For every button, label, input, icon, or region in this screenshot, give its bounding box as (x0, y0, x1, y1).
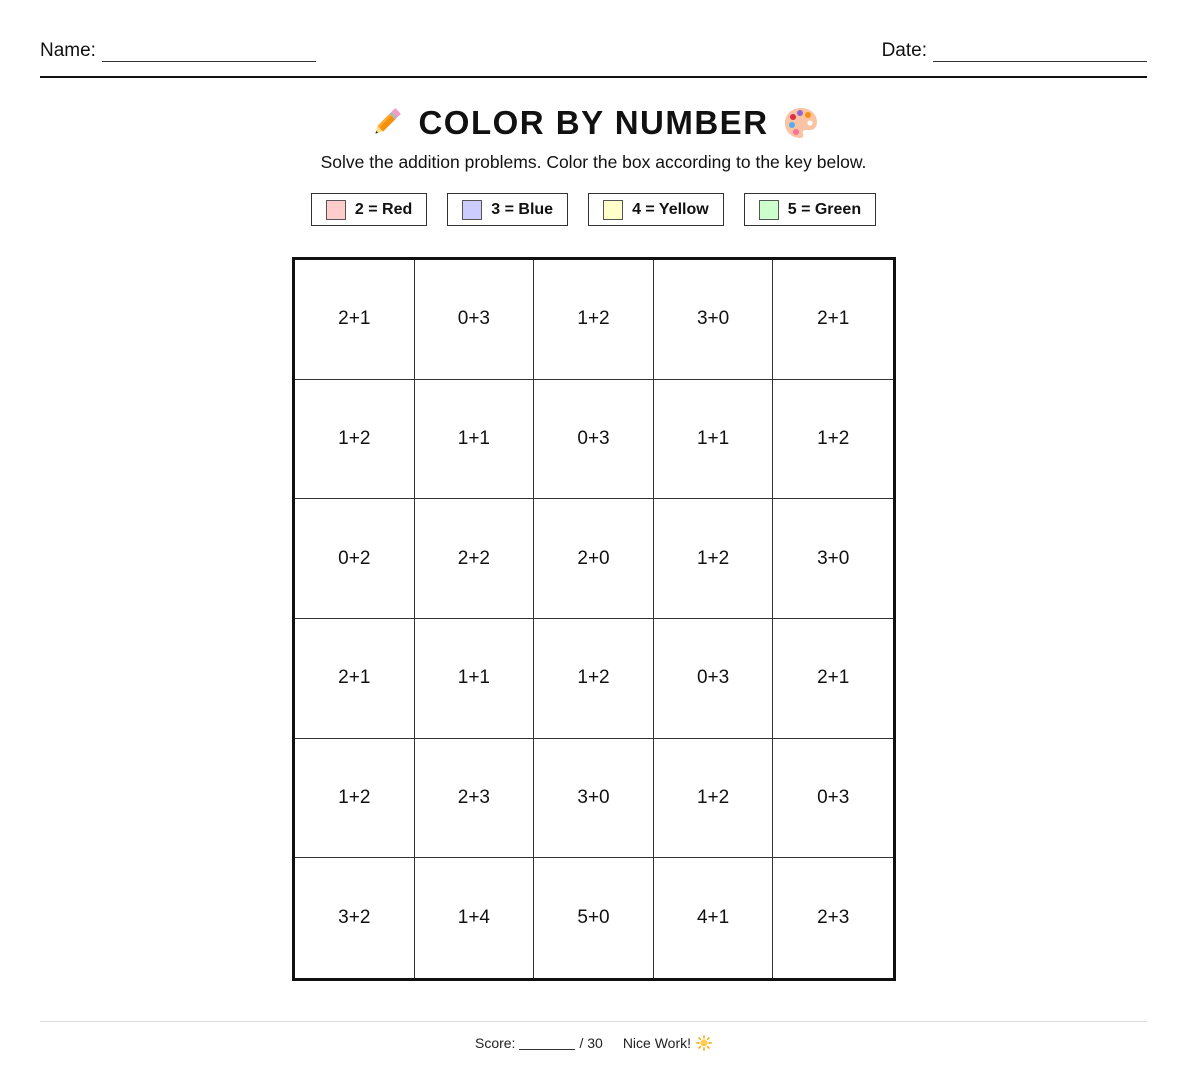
grid-cell[interactable]: 2+3 (415, 739, 535, 859)
grid-cell[interactable]: 1+2 (654, 499, 774, 619)
grid-cell[interactable]: 2+1 (773, 260, 893, 380)
grid-cell[interactable]: 1+2 (295, 380, 415, 500)
grid-cell[interactable]: 1+2 (534, 619, 654, 739)
key-item (311, 193, 427, 226)
key-swatch (326, 200, 346, 220)
key-label: 4 = Yellow (632, 200, 709, 218)
grid-cell[interactable]: 3+0 (534, 739, 654, 859)
key-swatch (603, 200, 623, 220)
name-label: Name: (40, 40, 96, 61)
score-label: Score: (474, 1035, 516, 1051)
grid-cell[interactable]: 1+1 (654, 380, 774, 500)
date-label: Date: (881, 40, 927, 61)
grid-cell[interactable]: 3+2 (295, 858, 415, 978)
grid-cell[interactable]: 1+2 (534, 260, 654, 380)
grid-cell[interactable]: 2+3 (817, 907, 850, 929)
grid-cell[interactable]: 2+1 (295, 260, 415, 380)
grid-cell[interactable]: 1+4 (415, 858, 535, 978)
worksheet-header (40, 38, 1147, 78)
grid-cell[interactable]: 5+0 (534, 858, 654, 978)
score-line[interactable] (519, 1037, 575, 1050)
key-label: 2 = Red (354, 200, 413, 218)
grid-cell[interactable]: 1+1 (415, 619, 535, 739)
grid-cell[interactable]: 2+1 (773, 619, 893, 739)
grid-cell[interactable]: 3+0 (654, 260, 774, 380)
footer (40, 1021, 1147, 1051)
grid-cell[interactable]: 0+3 (415, 260, 535, 380)
key-item (744, 193, 876, 226)
title-row (0, 100, 1187, 146)
grid-cell[interactable]: 4+1 (654, 858, 774, 978)
key-label: 3 = Blue (491, 200, 554, 218)
grid-cell[interactable]: 3+0 (773, 499, 893, 619)
color-key (0, 193, 1187, 226)
nice-work (623, 1035, 712, 1051)
nice-work-text: Nice Work! (622, 1035, 692, 1051)
grid-cell[interactable]: 2+2 (415, 499, 535, 619)
key-item (588, 193, 724, 226)
name-field[interactable] (40, 38, 316, 62)
grid-cell[interactable]: 0+3 (654, 619, 774, 739)
date-line[interactable] (933, 41, 1147, 62)
score-total: / 30 (579, 1035, 603, 1051)
grid-cell[interactable]: 1+1 (415, 380, 535, 500)
grid-cell[interactable]: 1+2 (295, 739, 415, 859)
key-item (447, 193, 568, 226)
grid-cell[interactable]: 2+0 (534, 499, 654, 619)
grid-cell[interactable]: 0+2 (295, 499, 415, 619)
key-swatch (759, 200, 779, 220)
pencil-icon (368, 105, 404, 141)
key-swatch (462, 200, 482, 220)
date-field[interactable] (882, 38, 1147, 62)
instructions: Solve the addition problems. Color the box according to the key below. (320, 152, 867, 172)
grid-cell[interactable]: 0+3 (534, 380, 654, 500)
page-title: COLOR BY NUMBER (418, 104, 769, 141)
grid-cell[interactable]: 2+1 (295, 619, 415, 739)
grid-cell[interactable]: 1+2 (773, 380, 893, 500)
key-label: 5 = Green (787, 200, 862, 218)
sun-icon (696, 1035, 712, 1051)
grid-cell[interactable]: 1+2 (654, 739, 774, 859)
problem-grid (292, 257, 896, 981)
palette-icon (783, 105, 819, 141)
name-line[interactable] (102, 41, 316, 62)
grid-cell[interactable]: 0+3 (773, 739, 893, 859)
